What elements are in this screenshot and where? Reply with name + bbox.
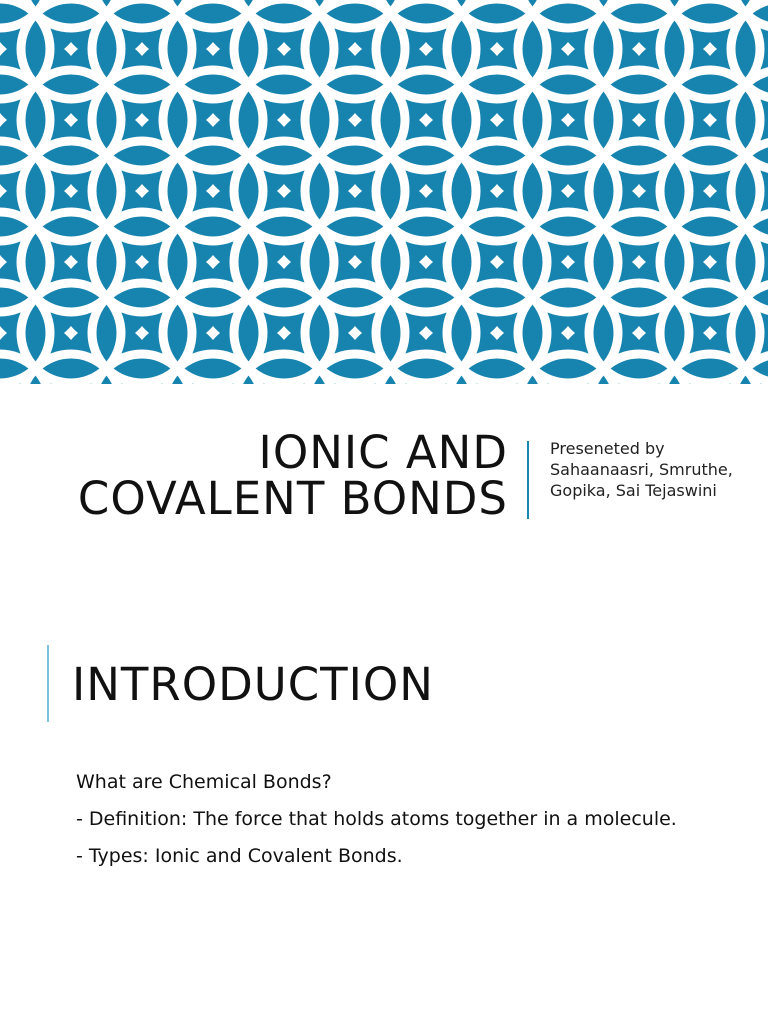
presenters-text: Preseneted by Sahaanaasri, Smruthe, Gopika, Sai Tejaswini bbox=[550, 439, 733, 500]
introduction-slide bbox=[0, 580, 768, 1024]
body-line-question: What are Chemical Bonds? bbox=[76, 771, 332, 793]
slide-body bbox=[76, 770, 696, 881]
title-divider bbox=[527, 441, 529, 519]
slide-heading: INTRODUCTION bbox=[72, 658, 434, 711]
heading-accent-bar bbox=[47, 645, 49, 722]
title-line-1: IONIC AND bbox=[258, 426, 508, 479]
title-line-2: COVALENT BONDS bbox=[77, 472, 508, 525]
body-line-definition: - Definition: The force that holds atoms together in a molecule. bbox=[76, 808, 677, 830]
body-line-types: - Types: Ionic and Covalent Bonds. bbox=[76, 845, 403, 867]
pattern-rings bbox=[0, 0, 768, 384]
presentation-title bbox=[28, 426, 508, 525]
interlocking-circles-pattern bbox=[0, 0, 768, 384]
